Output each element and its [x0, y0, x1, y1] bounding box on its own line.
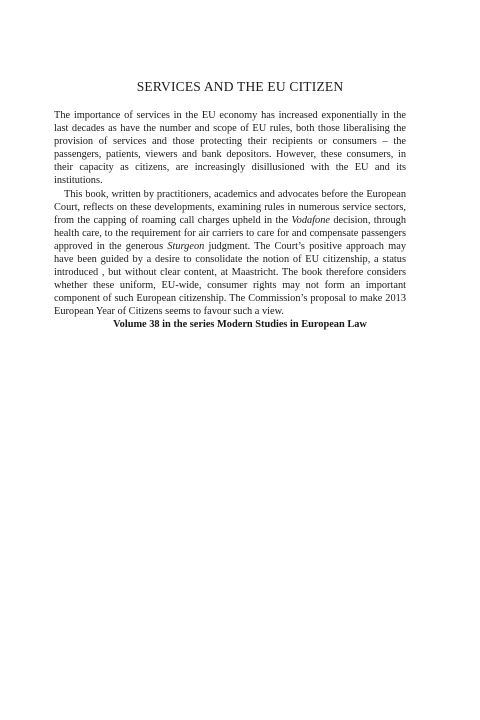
- paragraph-2-text-2: decision, through health care, to the requirement for air carriers to care for and compensate passengers approved in the generous: [54, 214, 406, 252]
- paragraph-2-text-1: This book, written by practitioners, academics and advocates before the European Court, reflects on these developments, examining rules in numerous service sectors, from the capping of roaming call charges upheld in the: [54, 188, 406, 226]
- series-note: Volume 38 in the series Modern Studies in European Law: [113, 319, 367, 330]
- case-name-vodafone: Vodafone: [291, 214, 330, 226]
- case-name-sturgeon: Sturgeon: [167, 240, 205, 252]
- book-title: SERVICES AND THE EU CITIZEN: [136, 79, 344, 94]
- description-paragraph-1: The importance of services in the EU economy has increased exponentially in the last decades as have the number and scope of EU rules, both those liberalising the provision of services and those protecting their recipients or consumers – the passengers, patients, viewers and bank depositors. However, these consumers, in their capacity as citizens, are increasingly disillusioned with the EU and its institutions.: [54, 110, 406, 187]
- paragraph-2-text-3: judgment. The Court’s positive approach may have been guided by a desire to consolidate the notion of EU citizenship, a status introduced , but without clear content, at Maastricht. The book therefore considers whether these uniform, EU-wide, consumer rights may not form an important component of such European citizenship. The Commission’s proposal to make 2013 European Year of Citizens seems to favour such a view.: [54, 240, 406, 318]
- book-description: [54, 109, 406, 319]
- description-paragraph-2: [54, 188, 406, 319]
